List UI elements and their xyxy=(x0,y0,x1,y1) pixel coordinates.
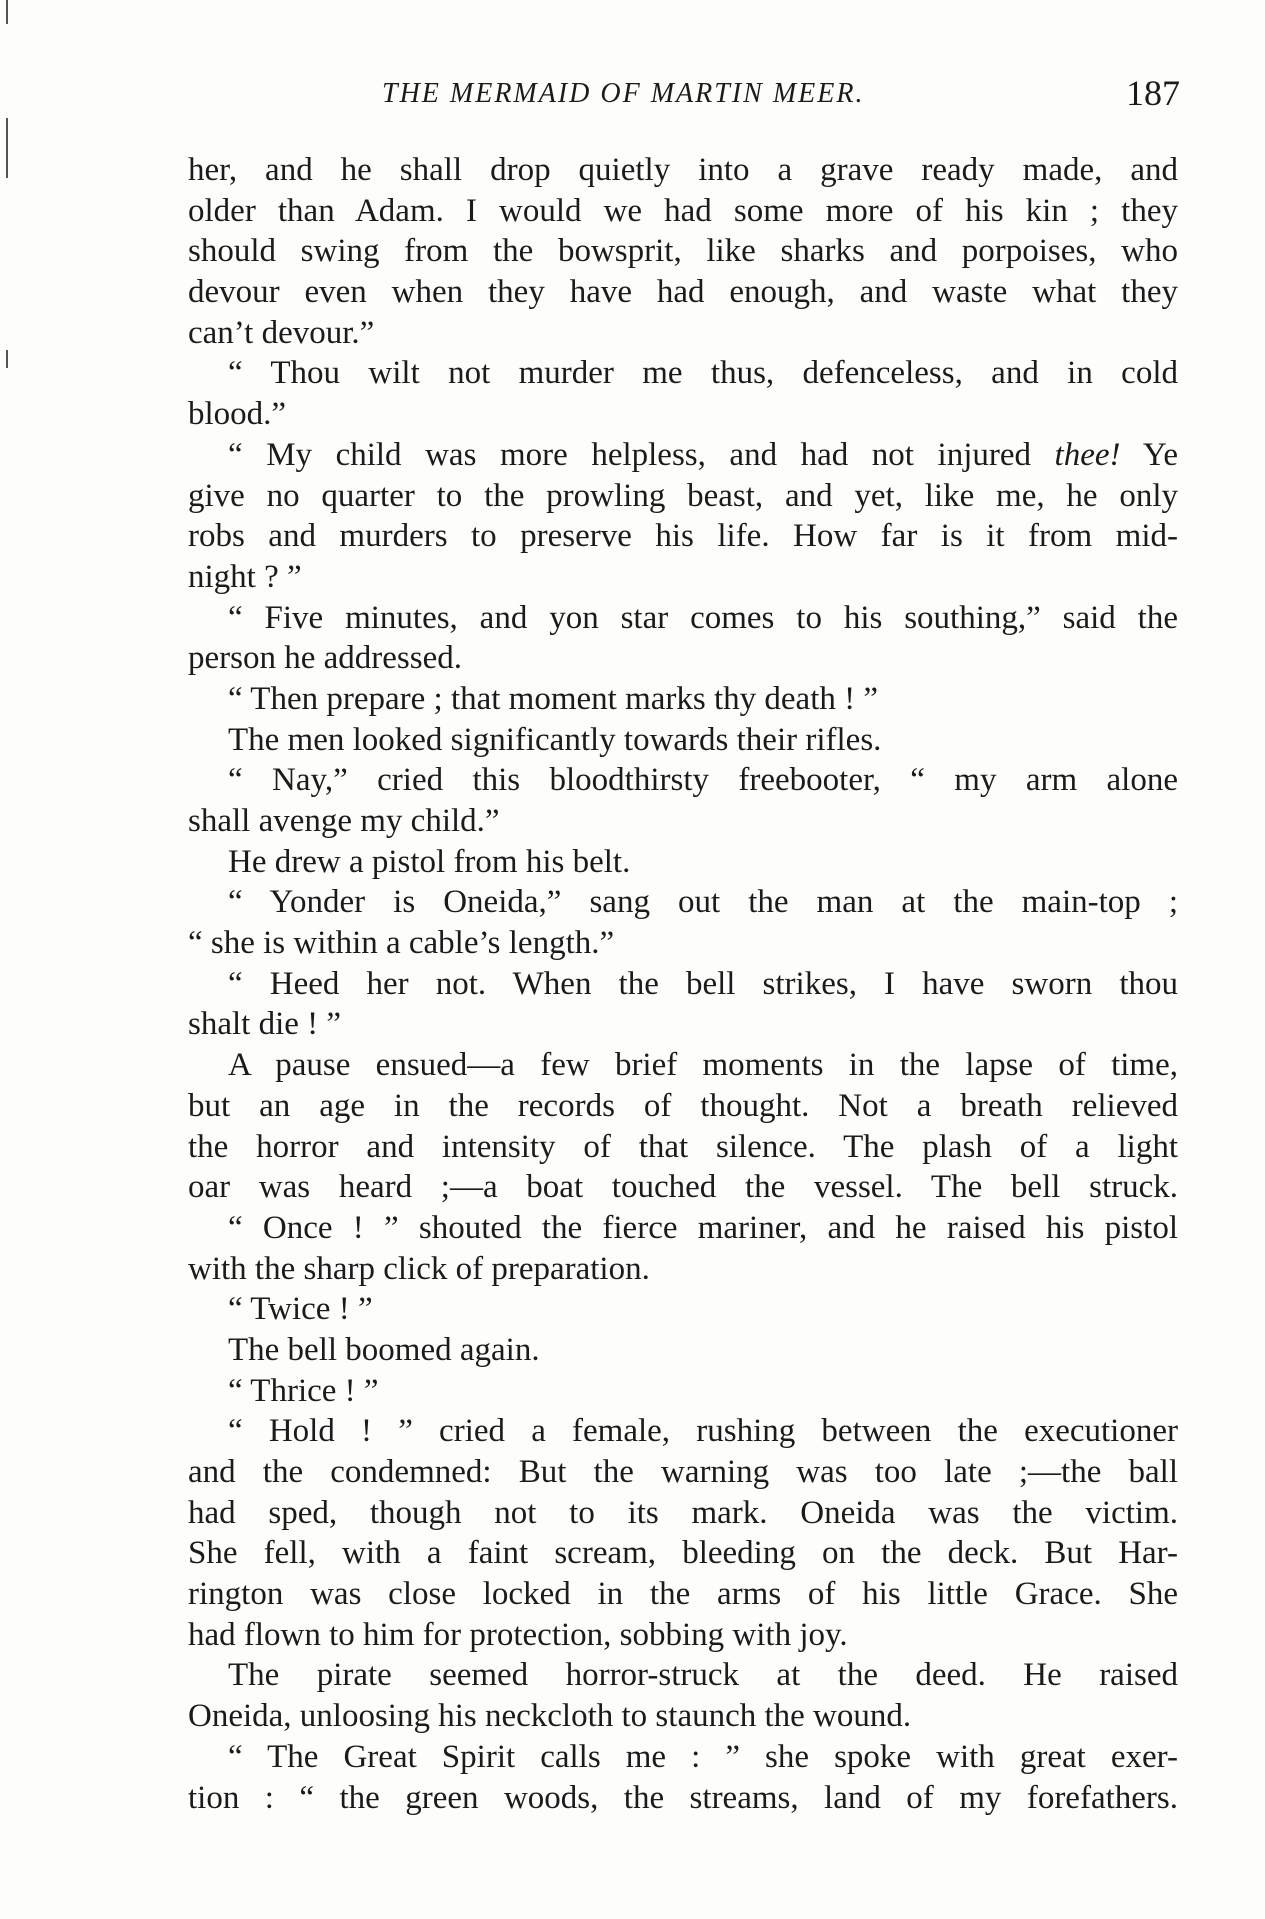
text-line: The pirate seemed horror-struck at the deed. He raised xyxy=(228,1657,1178,1694)
text-line: “ she is within a cable’s length.” xyxy=(188,925,615,962)
page-number: 187 xyxy=(1126,73,1180,113)
text-line: and the condemned: But the warning was too late ;—the ball xyxy=(188,1454,1178,1490)
text-line: “ Thrice ! ” xyxy=(228,1372,379,1409)
text-line: “ Twice ! ” xyxy=(228,1291,373,1328)
running-title: THE MERMAID OF MARTIN MEER. xyxy=(382,78,865,109)
text-line: the horror and intensity of that silence. The plash of a light xyxy=(188,1128,1178,1165)
text-line: had sped, though not to its mark. Oneida was the victim. xyxy=(188,1494,1178,1531)
text-line: She fell, with a faint scream, bleeding on the deck. But Har- xyxy=(188,1535,1178,1572)
text-line: “ Heed her not. When the bell strikes, I have sworn thou xyxy=(228,965,1178,1002)
text-line: A pause ensued—a few brief moments in the lapse of time, xyxy=(228,1047,1178,1084)
margin-mark xyxy=(6,118,8,178)
text-line: can’t devour.” xyxy=(188,314,375,351)
text-line: her, and he shall drop quietly into a grave ready made, and xyxy=(188,152,1178,188)
text-segment: “ My child was more helpless, and had not injured xyxy=(228,436,1055,473)
margin-mark xyxy=(6,0,8,24)
text-line: “ The Great Spirit calls me : ” she spoke with great exer- xyxy=(228,1738,1178,1775)
text-line: shall avenge my child.” xyxy=(188,803,500,839)
text-line: “ Nay,” cried this bloodthirsty freebooter, “ my arm alone xyxy=(228,762,1178,799)
text-line: “ Yonder is Oneida,” sang out the man at the main-top ; xyxy=(228,884,1178,921)
text-line: had flown to him for protection, sobbing with joy. xyxy=(188,1616,848,1653)
body-text xyxy=(188,150,1178,1818)
text-line: “ Hold ! ” cried a female, rushing between the executioner xyxy=(228,1413,1178,1450)
text-line: but an age in the records of thought. Not a breath relieved xyxy=(188,1087,1178,1124)
text-line: “ Five minutes, and yon star comes to his southing,” said the xyxy=(228,599,1178,636)
text-line: robs and murders to preserve his life. How far is it from mid- xyxy=(188,518,1178,555)
text-line: rington was close locked in the arms of his little Grace. She xyxy=(188,1576,1178,1613)
text-line: night ? ” xyxy=(188,558,302,595)
text-line: “ Once ! ” shouted the fierce mariner, and he raised his pistol xyxy=(228,1209,1178,1246)
page-header xyxy=(190,73,1180,122)
text-line: person he addressed. xyxy=(188,640,462,677)
text-line: should swing from the bowsprit, like sharks and porpoises, who xyxy=(188,233,1178,270)
margin-mark xyxy=(6,350,8,368)
text-line xyxy=(188,435,1178,476)
text-line: shalt die ! ” xyxy=(188,1006,342,1043)
text-line: Oneida, unloosing his neckcloth to staunch the wound. xyxy=(188,1698,912,1735)
text-line: devour even when they have had enough, and waste what they xyxy=(188,274,1178,311)
italic-emphasis: thee! xyxy=(1054,436,1121,473)
text-line: “ Then prepare ; that moment marks thy death ! ” xyxy=(228,680,878,717)
text-line: “ Thou wilt not murder me thus, defenceless, and in cold xyxy=(228,355,1178,392)
text-segment: Ye xyxy=(1120,436,1178,473)
text-line: The bell boomed again. xyxy=(228,1331,540,1368)
text-line: older than Adam. I would we had some more of his kin ; they xyxy=(188,192,1178,229)
text-line: with the sharp click of preparation. xyxy=(188,1250,650,1287)
text-line: He drew a pistol from his belt. xyxy=(228,843,631,880)
text-line: tion : “ the green woods, the streams, land of my forefathers. xyxy=(188,1779,1178,1816)
text-line: oar was heard ;—a boat touched the vessel. The bell struck. xyxy=(188,1169,1178,1206)
text-line: The men looked significantly towards their rifles. xyxy=(228,721,882,758)
text-line: give no quarter to the prowling beast, and yet, like me, he only xyxy=(188,477,1178,514)
text-line: blood.” xyxy=(188,396,287,433)
